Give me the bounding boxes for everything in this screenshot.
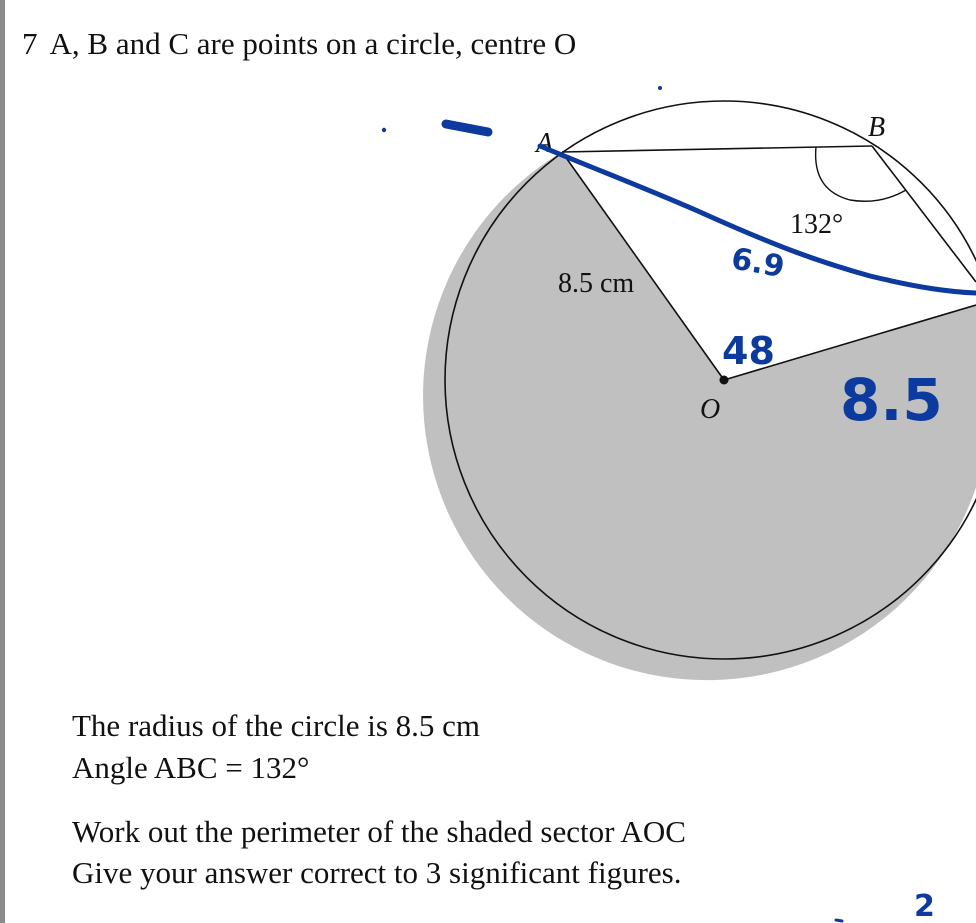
question-heading-text: A, B and C are points on a circle, centre O (49, 26, 577, 61)
handwritten-half-angle: 48 (722, 329, 775, 373)
question-number: 7 (22, 26, 38, 61)
label-point-O: O (700, 394, 721, 425)
angle-statement: Angle ABC = 132° (72, 750, 310, 785)
handwritten-dash (446, 124, 488, 132)
handwritten-corner-tick (836, 920, 842, 921)
centre-dot (720, 376, 729, 385)
label-point-B: B (868, 112, 886, 143)
sigfig-instruction: Give your answer correct to 3 significant figures. (72, 855, 682, 890)
chord-AB (562, 146, 872, 152)
radius-statement: The radius of the circle is 8.5 cm (72, 708, 481, 743)
handwritten-dot-1 (382, 128, 386, 132)
handwritten-corner-mark: 2 (914, 889, 935, 923)
handwritten-chord-length: 6.9 (728, 241, 788, 286)
handwritten-radius-note: 8.5 (840, 366, 943, 434)
handwritten-dot-2 (658, 86, 662, 90)
chord-BC (872, 146, 976, 282)
label-angle-132: 132° (790, 209, 844, 240)
angle-ABC-arc (816, 147, 906, 201)
task-instruction: Work out the perimeter of the shaded sector AOC (72, 814, 686, 849)
label-point-A: A (536, 128, 554, 159)
label-radius-8-5cm: 8.5 cm (558, 268, 635, 299)
